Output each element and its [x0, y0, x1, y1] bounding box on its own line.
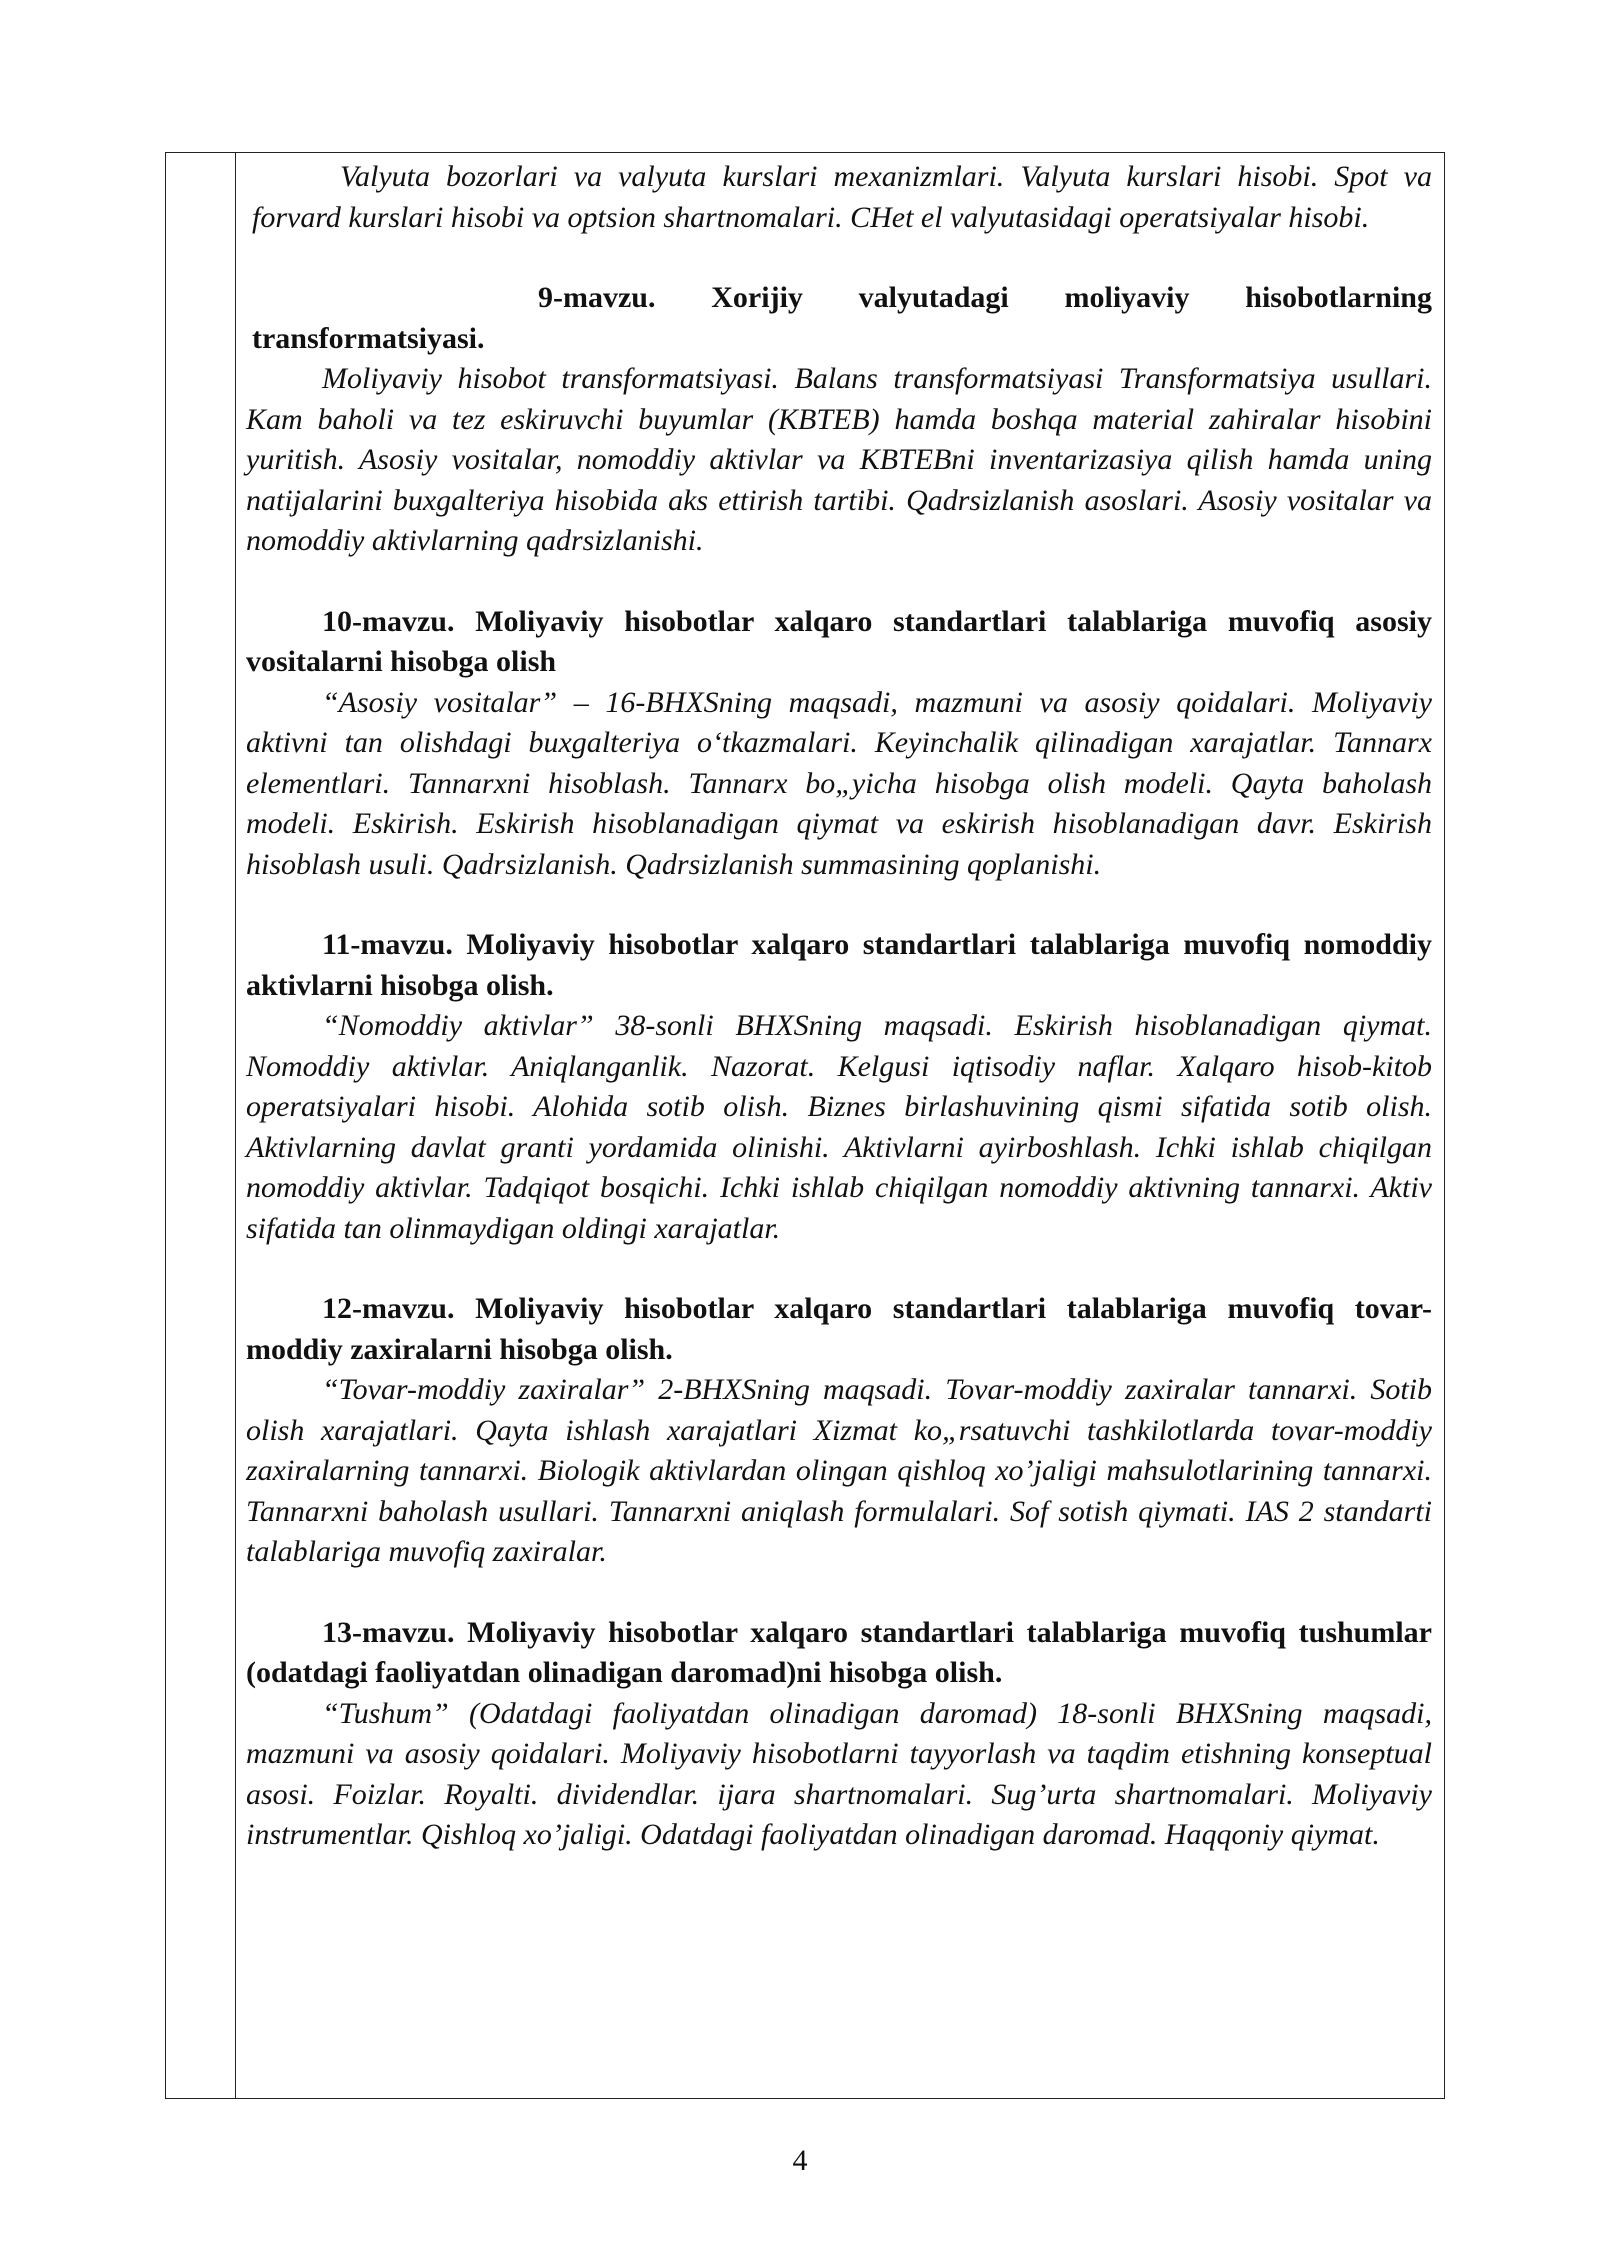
topic-section-13 — [246, 1613, 1432, 1856]
topic-section-10 — [246, 602, 1432, 886]
intro-paragraph: Valyuta bozorlari va valyuta kurslari mexanizmlari. Valyuta kurslari hisobi. Spot va forvard kurslari hisobi va optsion shartnomalari. CHet el valyutasidagi operatsiyalar hisobi. — [252, 160, 1432, 234]
topic-body: “Asosiy vositalar” – 16-BHXSning maqsadi, mazmuni va asosiy qoidalari. Moliyaviy aktivni tan olishdagi buxgalteriya o‘tkazmalari. Keyinchalik qilinadigan xarajatlar. Tannarx elementlari. Tannarxni hisoblash. Tannarx bo„yicha hisobga olish modeli. Qayta baholash modeli. Eskirish. Eskirish hisoblanadigan qiymat va eskirish hisoblanadigan davr. Eskirish hisoblash usuli. Qadrsizlanish. Qadrsizlanish summasining qoplanishi. — [246, 685, 1432, 881]
topic-body: “Nomoddiy aktivlar” 38-sonli BHXSning maqsadi. Eskirish hisoblanadigan qiymat. Nomoddiy aktivlar. Aniqlanganlik. Nazorat. Kelgusi iqtisodiy naflar. Xalqaro hisob-kitob operatsiyalari hisobi. Alohida sotib olish. Biznes birlashuvining qismi sifatida sotib olish. Aktivlarning davlat granti yordamida olinishi. Aktivlarni ayirboshlash. Ichki ishlab chiqilgan nomoddiy aktivlar. Tadqiqot bosqichi. Ichki ishlab chiqilgan nomoddiy aktivning tannarxi. Aktiv sifatida tan olinmaydigan oldingi xarajatlar. — [246, 1009, 1432, 1245]
content-column-cell — [236, 153, 1444, 2098]
topic-heading: 13-mavzu. Moliyaviy hisobotlar xalqaro standartlari talablariga muvofiq tushumlar (odatdagi faoliyatdan olinadigan daromad)ni hisobga olish. — [246, 1615, 1432, 1689]
topic-section-9 — [246, 278, 1432, 562]
topic-section-12 — [246, 1289, 1432, 1573]
topic-heading: 9-mavzu. Xorijiy valyutadagi moliyaviy hisobotlarning transformatsiyasi. — [252, 281, 1432, 355]
topic-body: Moliyaviy hisobot transformatsiyasi. Balans transformatsiyasi Transformatsiya usullari. Kam baholi va tez eskiruvchi buyumlar (KBTEB) hamda boshqa material zahiralar hisobini yuritish. Asosiy vositalar, nomoddiy aktivlar va KBTEBni inventarizasiya qilish hamda uning natijalarini buxgalteriya hisobida aks ettirish tartibi. Qadrsizlanish asoslari. Asosiy vositalar va nomoddiy aktivlarning qadrsizlanishi. — [246, 362, 1432, 557]
page-number: 4 — [792, 2144, 808, 2177]
syllabus-table — [165, 152, 1445, 2099]
topic-heading: 11-mavzu. Moliyaviy hisobotlar xalqaro standartlari talablariga muvofiq nomoddiy aktivlarni hisobga olish. — [246, 928, 1432, 1002]
topic-section-11 — [246, 925, 1432, 1249]
topic-body: “Tushum” (Odatdagi faoliyatdan olinadigan daromad) 18-sonli BHXSning maqsadi, mazmuni va asosiy qoidalari. Moliyaviy hisobotlarni tayyorlash va taqdim etishning konseptual asosi. Foizlar. Royalti. dividendlar. ijara shartnomalari. Sug’urta shartnomalari. Moliyaviy instrumentlar. Qishloq xo’jaligi. Odatdagi faoliyatdan olinadigan daromad. Haqqoniy qiymat. — [246, 1696, 1432, 1851]
topic-heading: 10-mavzu. Moliyaviy hisobotlar xalqaro standartlari talablariga muvofiq asosiy vositalarni hisobga olish — [246, 604, 1432, 678]
topic-heading: 12-mavzu. Moliyaviy hisobotlar xalqaro standartlari talablariga muvofiq tovar-moddiy zaxiralarni hisobga olish. — [246, 1292, 1432, 1366]
number-column-cell — [166, 153, 236, 2098]
topic-body: “Tovar-moddiy zaxiralar” 2-BHXSning maqsadi. Tovar-moddiy zaxiralar tannarxi. Sotib olish xarajatlari. Qayta ishlash xarajatlari Xizmat ko„rsatuvchi tashkilotlarda tovar-moddiy zaxiralarning tannarxi. Biologik aktivlardan olingan qishloq xo’jaligi mahsulotlarining tannarxi. Tannarxni baholash usullari. Tannarxni aniqlash formulalari. Sof sotish qiymati. IAS 2 standarti talablariga muvofiq zaxiralar. — [246, 1373, 1432, 1568]
